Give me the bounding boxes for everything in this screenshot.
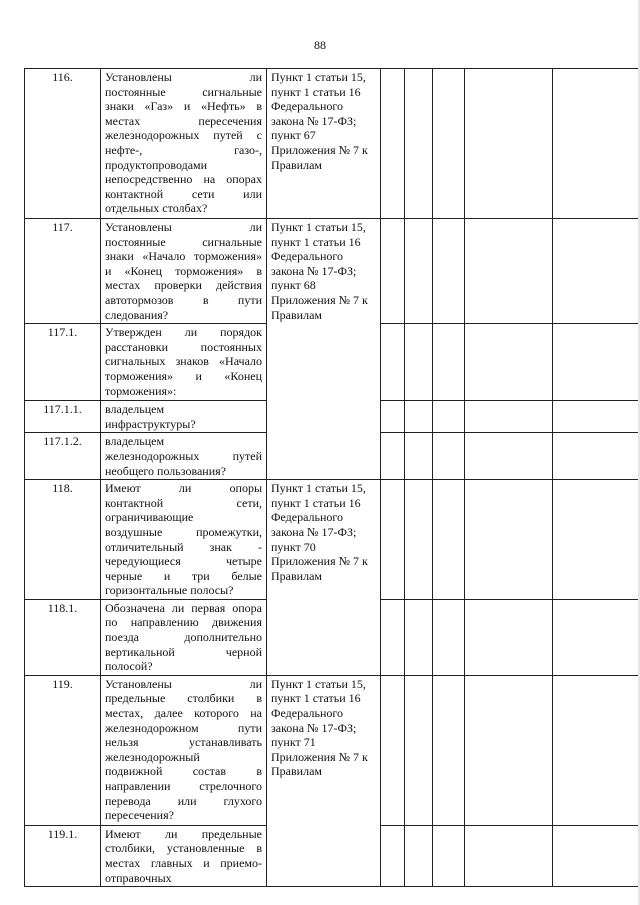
table-row — [25, 69, 639, 219]
answer-cell[interactable] — [553, 825, 639, 886]
answer-cell[interactable] — [381, 480, 405, 600]
answer-cell[interactable] — [405, 69, 433, 219]
question-text — [101, 219, 267, 324]
question-text — [101, 599, 267, 675]
question-line: инфраструктуры? — [105, 416, 196, 431]
answer-cell[interactable] — [465, 675, 553, 825]
question-line: нефте-, газо-, — [105, 142, 262, 157]
question-text — [101, 401, 267, 433]
answer-cell[interactable] — [405, 219, 433, 324]
reference-line: пункт 71 — [271, 735, 316, 750]
answer-cell[interactable] — [405, 324, 433, 401]
answer-cell[interactable] — [465, 324, 553, 401]
answer-cell[interactable] — [433, 324, 465, 401]
question-line: Имеют ли опоры — [105, 481, 262, 496]
reference-line: пункт 1 статьи 16 — [271, 691, 361, 706]
question-line: местах главных и приемо- — [105, 856, 262, 871]
question-line: горизонтальные полосы? — [105, 583, 234, 598]
question-line: железнодорожном пути — [105, 720, 262, 735]
question-line: продуктопроводами — [105, 157, 208, 172]
question-line: пересечения? — [105, 808, 174, 823]
reference-line: Приложения № 7 к — [271, 142, 368, 157]
question-line: вертикальной черной — [105, 644, 262, 659]
question-line: постоянные сигнальные — [105, 234, 262, 249]
question-line: местах, далее которого на — [105, 706, 262, 721]
question-line: железнодорожный — [105, 749, 200, 764]
answer-cell[interactable] — [381, 825, 405, 886]
question-text — [101, 480, 267, 600]
legal-reference — [267, 219, 381, 480]
question-line: знаки «Начало торможения» — [105, 249, 262, 264]
reference-line: пункт 70 — [271, 539, 316, 554]
answer-cell[interactable] — [553, 675, 639, 825]
answer-cell[interactable] — [553, 401, 639, 433]
reference-line: Правилам — [271, 307, 322, 322]
item-number: 117.1. — [25, 324, 101, 401]
question-line: отдельных столбах? — [105, 201, 208, 216]
answer-cell[interactable] — [405, 825, 433, 886]
question-line: торможения» и «Конец — [105, 368, 262, 383]
answer-cell[interactable] — [381, 401, 405, 433]
reference-line: Федерального — [271, 706, 344, 721]
legal-reference — [267, 480, 381, 676]
question-line: перевода или глухого — [105, 793, 262, 808]
reference-line: Пункт 1 статьи 15, — [271, 220, 366, 234]
reference-line: пункт 68 — [271, 278, 316, 293]
question-line: местах пересечения — [105, 113, 262, 128]
answer-cell[interactable] — [381, 433, 405, 480]
question-line: отправочных — [105, 870, 172, 885]
question-text — [101, 675, 267, 825]
question-line: воздушные промежутки, — [105, 524, 262, 539]
question-line: Установлены ли — [105, 70, 262, 84]
answer-cell[interactable] — [465, 433, 553, 480]
answer-cell[interactable] — [433, 401, 465, 433]
item-number: 117.1.2. — [25, 433, 101, 480]
question-line: ограничивающие — [105, 510, 194, 525]
question-line: Обозначена ли первая опора — [105, 600, 262, 615]
question-line: Установлены ли — [105, 220, 262, 234]
question-line: постоянные сигнальные — [105, 84, 262, 99]
item-number: 118. — [25, 480, 101, 600]
answer-cell[interactable] — [405, 401, 433, 433]
question-text — [101, 324, 267, 401]
question-line: непосредственно на опорах — [105, 172, 262, 187]
question-line: сигнальных знаков «Начало — [105, 354, 262, 369]
legal-reference — [267, 69, 381, 219]
question-line: направлении стрелочного — [105, 779, 262, 793]
answer-cell[interactable] — [381, 675, 405, 825]
reference-line: Правилам — [271, 157, 322, 172]
reference-line: Федерального — [271, 510, 344, 525]
question-line: нельзя устанавливать — [105, 735, 262, 750]
answer-cell[interactable] — [433, 219, 465, 324]
question-line: железнодорожных путей — [105, 448, 262, 463]
reference-line: Пункт 1 статьи 15, — [271, 70, 366, 84]
answer-cell[interactable] — [405, 675, 433, 825]
question-line: необщего пользования? — [105, 463, 226, 478]
question-line: и «Конец торможения» в — [105, 263, 262, 278]
reference-line: закона № 17-ФЗ; — [271, 524, 357, 539]
reference-line: Федерального — [271, 99, 344, 114]
answer-cell[interactable] — [405, 599, 433, 675]
question-line: Имеют ли предельные — [105, 826, 262, 841]
answer-cell[interactable] — [433, 433, 465, 480]
answer-cell[interactable] — [381, 219, 405, 324]
answer-cell[interactable] — [553, 324, 639, 401]
reference-line: пункт 1 статьи 16 — [271, 495, 361, 510]
answer-cell[interactable] — [381, 599, 405, 675]
answer-cell[interactable] — [433, 675, 465, 825]
legal-reference — [267, 675, 381, 886]
item-number: 119. — [25, 675, 101, 825]
item-number: 117. — [25, 219, 101, 324]
question-line: предельные столбики в — [105, 691, 262, 706]
question-line: поезда дополнительно — [105, 630, 262, 645]
answer-cell[interactable] — [465, 69, 553, 219]
question-line: контактной сети, — [105, 495, 262, 510]
question-line: подвижной состав в — [105, 764, 262, 779]
answer-cell[interactable] — [433, 599, 465, 675]
table-row — [25, 675, 639, 825]
reference-line: пункт 1 статьи 16 — [271, 84, 361, 99]
reference-line: Правилам — [271, 764, 322, 779]
question-text — [101, 825, 267, 886]
table-row — [25, 219, 639, 324]
question-line: владельцем — [105, 434, 165, 449]
reference-line: Приложения № 7 к — [271, 554, 368, 569]
page-number: 88 — [314, 38, 326, 52]
item-number: 116. — [25, 69, 101, 219]
answer-cell[interactable] — [553, 69, 639, 219]
answer-cell[interactable] — [465, 599, 553, 675]
question-line: владельцем — [105, 402, 165, 417]
answer-cell[interactable] — [553, 219, 639, 324]
question-line: местах проверки действия — [105, 278, 262, 293]
question-line: отличительный знак - — [105, 539, 262, 554]
answer-cell[interactable] — [465, 219, 553, 324]
reference-line: пункт 67 — [271, 128, 316, 143]
question-text — [101, 433, 267, 480]
reference-line: пункт 1 статьи 16 — [271, 234, 361, 249]
reference-line: Федерального — [271, 249, 344, 264]
question-line: железнодорожных путей с — [105, 128, 262, 143]
answer-cell[interactable] — [465, 825, 553, 886]
question-line: по направлению движения — [105, 615, 262, 630]
answer-cell[interactable] — [465, 401, 553, 433]
answer-cell[interactable] — [433, 69, 465, 219]
question-line: знаки «Газ» и «Нефть» в — [105, 99, 262, 114]
answer-cell[interactable] — [405, 480, 433, 600]
reference-line: Правилам — [271, 568, 322, 583]
question-line: черные и три белые — [105, 568, 262, 583]
question-line: Установлены ли — [105, 676, 262, 691]
answer-cell[interactable] — [553, 599, 639, 675]
reference-line: закона № 17-ФЗ; — [271, 720, 357, 735]
question-line: расстановки постоянных — [105, 339, 262, 354]
answer-cell[interactable] — [405, 433, 433, 480]
item-number: 118.1. — [25, 599, 101, 675]
reference-line: Пункт 1 статьи 15, — [271, 676, 366, 691]
reference-line: Приложения № 7 к — [271, 749, 368, 764]
reference-line: Приложения № 7 к — [271, 292, 368, 307]
question-line: Утвержден ли порядок — [105, 325, 262, 340]
question-line: контактной сети или — [105, 186, 262, 201]
question-line: торможения»: — [105, 383, 177, 398]
item-number: 119.1. — [25, 825, 101, 886]
table-row — [25, 480, 639, 600]
answer-cell[interactable] — [433, 825, 465, 886]
question-text — [101, 69, 267, 219]
question-line: следования? — [105, 307, 169, 322]
answer-cell[interactable] — [465, 480, 553, 600]
item-number: 117.1.1. — [25, 401, 101, 433]
answer-cell[interactable] — [381, 324, 405, 401]
question-line: полосой? — [105, 659, 153, 674]
question-line: столбики, установленные в — [105, 841, 262, 856]
answer-cell[interactable] — [433, 480, 465, 600]
reference-line: закона № 17-ФЗ; — [271, 113, 357, 128]
question-line: чередующиеся четыре — [105, 554, 262, 569]
answer-cell[interactable] — [553, 433, 639, 480]
question-line: автотормозов в пути — [105, 292, 262, 307]
answer-cell[interactable] — [381, 69, 405, 219]
answer-cell[interactable] — [553, 480, 639, 600]
reference-line: Пункт 1 статьи 15, — [271, 481, 366, 496]
reference-line: закона № 17-ФЗ; — [271, 263, 357, 278]
requirements-table — [24, 68, 639, 887]
